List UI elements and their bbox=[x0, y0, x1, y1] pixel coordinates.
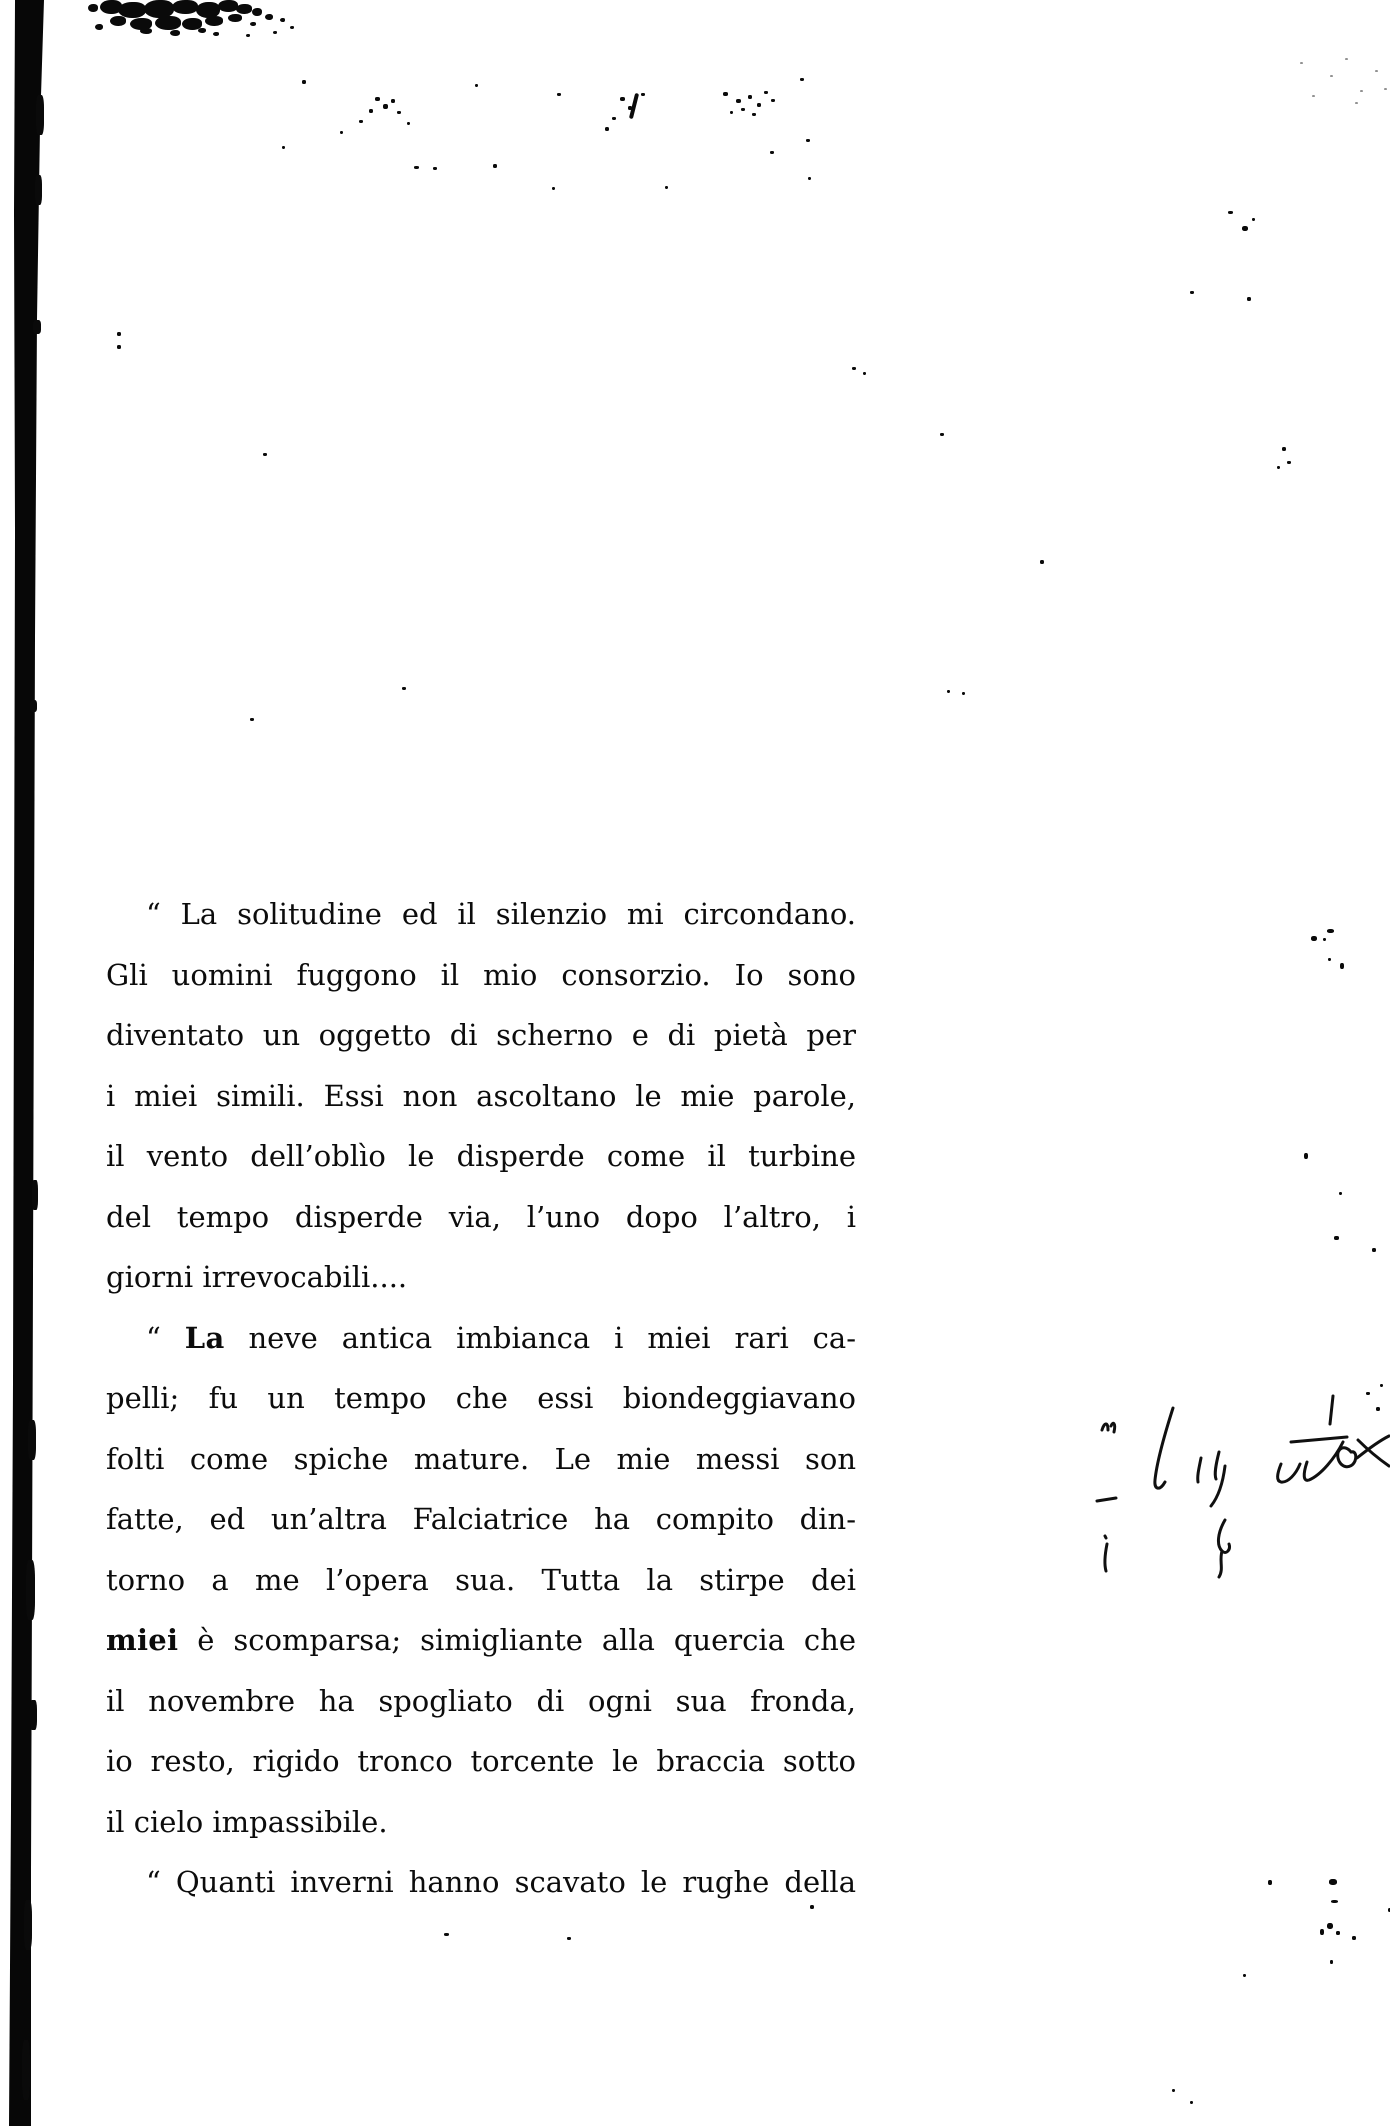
binding-edge-bar bbox=[0, 0, 48, 2126]
ink-speck bbox=[770, 151, 774, 154]
ink-speck bbox=[557, 93, 561, 96]
ink-speck bbox=[1228, 211, 1233, 214]
corner-ink-blob-dot bbox=[250, 22, 256, 26]
ink-speck bbox=[1336, 1931, 1340, 1935]
ink-speck bbox=[1252, 218, 1255, 221]
ink-speck bbox=[397, 111, 401, 114]
ink-speck bbox=[117, 345, 121, 349]
text-line: fatte, ed un’altra Falciatrice ha compito din- bbox=[106, 1502, 856, 1536]
faint-ink-speck bbox=[1312, 95, 1315, 97]
ink-speck bbox=[414, 166, 419, 169]
ink-speck bbox=[641, 93, 645, 96]
ink-speck bbox=[1334, 1236, 1339, 1240]
faint-ink-speck bbox=[1360, 90, 1363, 92]
ink-speck bbox=[1040, 560, 1044, 564]
paragraph bbox=[106, 1852, 856, 1913]
ink-speck bbox=[748, 95, 752, 99]
ink-speck bbox=[1190, 2101, 1193, 2104]
binding-bar-bump bbox=[28, 1420, 36, 1460]
ink-speck bbox=[375, 97, 380, 101]
text-line: il cielo impassibile. bbox=[106, 1804, 388, 1839]
ink-speck bbox=[730, 111, 733, 114]
corner-ink-blob-dot bbox=[252, 8, 262, 16]
corner-ink-blob-dot bbox=[280, 18, 285, 22]
ink-speck bbox=[407, 122, 410, 125]
corner-ink-blob-dot bbox=[110, 16, 126, 26]
ink-speck bbox=[757, 103, 761, 107]
corner-ink-blob-dot bbox=[205, 16, 223, 26]
corner-ink-blob-dot bbox=[273, 31, 277, 34]
ink-speck bbox=[962, 692, 965, 695]
ink-speck bbox=[263, 453, 267, 456]
text-line: i miei simili. Essi non ascoltano le mie parole, bbox=[106, 1078, 856, 1113]
binding-bar-bump bbox=[24, 1900, 32, 1950]
ink-speck bbox=[567, 1937, 571, 1940]
corner-ink-blob-dot bbox=[236, 4, 252, 14]
ink-speck bbox=[800, 78, 804, 81]
corner-ink-blob-dot bbox=[213, 32, 219, 36]
faint-ink-speck bbox=[1345, 58, 1348, 60]
ink-speck bbox=[1243, 1974, 1246, 1977]
corner-ink-blob-dot bbox=[172, 0, 198, 14]
text-line: “ La neve antica imbianca i miei rari ca- bbox=[146, 1320, 856, 1355]
ink-speck bbox=[444, 1933, 449, 1936]
ink-speck bbox=[340, 131, 343, 134]
ink-speck bbox=[723, 92, 728, 96]
text-line: Gli uomini fuggono il mio consorzio. Io sono bbox=[106, 957, 856, 992]
ink-speck bbox=[1329, 1879, 1337, 1885]
faint-ink-speck bbox=[1384, 88, 1387, 90]
faint-ink-speck bbox=[1330, 75, 1333, 77]
corner-ink-blob-dot bbox=[140, 28, 152, 34]
text-line: pelli; fu un tempo che essi biondeggiavano bbox=[106, 1381, 856, 1415]
binding-bar-bump bbox=[33, 320, 41, 334]
binding-bar-bump bbox=[36, 95, 44, 135]
ink-speck bbox=[752, 113, 756, 116]
ink-speck bbox=[359, 120, 363, 123]
ink-speck bbox=[1339, 1192, 1342, 1195]
ink-speck bbox=[250, 718, 254, 721]
ink-speck bbox=[1372, 1248, 1376, 1252]
ink-speck bbox=[1247, 297, 1251, 301]
faint-ink-speck bbox=[1300, 62, 1303, 64]
ink-speck bbox=[1172, 2089, 1175, 2092]
corner-ink-blob-dot bbox=[246, 34, 250, 37]
text-line: torno a me l’opera sua. Tutta la stirpe dei bbox=[106, 1562, 856, 1597]
ink-speck bbox=[383, 104, 388, 109]
ink-speck bbox=[736, 99, 741, 103]
ink-speck bbox=[1190, 291, 1194, 294]
ink-speck bbox=[620, 97, 625, 101]
ink-speck bbox=[1323, 938, 1326, 941]
text-line: il vento dell’oblìo le disperde come il turbine bbox=[106, 1139, 856, 1173]
ink-speck bbox=[863, 372, 866, 375]
ink-speck bbox=[1242, 226, 1248, 231]
text-line: miei è scomparsa; simigliante alla quercia che bbox=[106, 1623, 856, 1657]
ink-speck bbox=[552, 187, 555, 190]
ink-speck bbox=[433, 167, 437, 170]
ink-speck bbox=[1277, 466, 1280, 469]
ink-speck bbox=[493, 164, 497, 168]
ink-speck bbox=[1304, 1153, 1308, 1159]
corner-ink-blob-dot bbox=[290, 26, 294, 29]
ink-speck bbox=[117, 332, 121, 336]
corner-ink-blob-dot bbox=[95, 24, 103, 30]
ink-speck bbox=[852, 367, 856, 370]
corner-ink-blob-dot bbox=[228, 14, 242, 22]
ink-speck bbox=[612, 117, 616, 120]
binding-bar-bump bbox=[32, 1180, 38, 1210]
binding-bar-bump bbox=[30, 1700, 37, 1730]
corner-ink-blob-dot bbox=[218, 0, 238, 12]
ink-speck bbox=[369, 109, 373, 113]
text-line: del tempo disperde via, l’uno dopo l’altro, i bbox=[106, 1199, 856, 1234]
text-line: diventato un oggetto di scherno e di pietà per bbox=[106, 1018, 856, 1052]
ink-speck bbox=[391, 99, 395, 103]
faint-ink-speck bbox=[1355, 102, 1358, 104]
ink-speck bbox=[665, 186, 668, 189]
corner-ink-blob-dot bbox=[265, 14, 273, 20]
ink-speck bbox=[402, 687, 406, 690]
ink-speck bbox=[1268, 1880, 1272, 1885]
ink-speck bbox=[1327, 929, 1334, 933]
corner-ink-blob-dot bbox=[155, 16, 181, 30]
ink-speck bbox=[808, 177, 811, 180]
text-line: folti come spiche mature. Le mie messi son bbox=[106, 1441, 856, 1476]
ink-speck bbox=[1352, 1936, 1356, 1940]
paragraph bbox=[106, 884, 856, 1308]
text-line: io resto, rigido tronco torcente le braccia sotto bbox=[106, 1744, 856, 1778]
ink-speck bbox=[771, 99, 775, 102]
binding-bar-bump bbox=[26, 1560, 35, 1620]
ink-speck bbox=[1320, 1929, 1324, 1935]
corner-ink-blob-dot bbox=[88, 4, 98, 12]
ink-speck bbox=[1330, 1960, 1333, 1964]
handwriting-annotation bbox=[1085, 1378, 1390, 1608]
text-line: giorni irrevocabili.... bbox=[106, 1260, 408, 1294]
text-block bbox=[106, 884, 856, 1913]
ink-speck bbox=[475, 84, 478, 87]
ink-speck bbox=[1282, 447, 1286, 451]
ink-speck bbox=[1311, 936, 1317, 941]
corner-ink-blob-dot bbox=[198, 28, 206, 33]
text-line: “ La solitudine ed il silenzio mi circondano. bbox=[146, 897, 856, 931]
ink-speck bbox=[1340, 963, 1344, 969]
ink-speck bbox=[1287, 461, 1291, 464]
ink-speck bbox=[1327, 1923, 1333, 1929]
ink-speck bbox=[302, 80, 306, 84]
ink-speck bbox=[806, 139, 810, 142]
ink-speck bbox=[764, 91, 768, 94]
ink-speck bbox=[282, 146, 285, 149]
ink-speck bbox=[1331, 1900, 1338, 1903]
paragraph bbox=[106, 1308, 856, 1853]
ink-speck bbox=[605, 127, 609, 131]
faint-ink-speck bbox=[1375, 70, 1378, 72]
ink-speck bbox=[940, 433, 944, 436]
binding-bar-bump bbox=[30, 700, 37, 712]
text-line: “ Quanti inverni hanno scavato le rughe della bbox=[146, 1865, 856, 1899]
corner-ink-blob-dot bbox=[170, 30, 180, 36]
ink-speck bbox=[1328, 958, 1331, 961]
binding-bar-bump bbox=[35, 175, 42, 205]
text-line: il novembre ha spogliato di ogni sua fronda, bbox=[106, 1683, 856, 1718]
ink-speck bbox=[947, 690, 950, 693]
binding-bar-bump bbox=[22, 2040, 30, 2100]
ink-speck bbox=[741, 108, 745, 111]
